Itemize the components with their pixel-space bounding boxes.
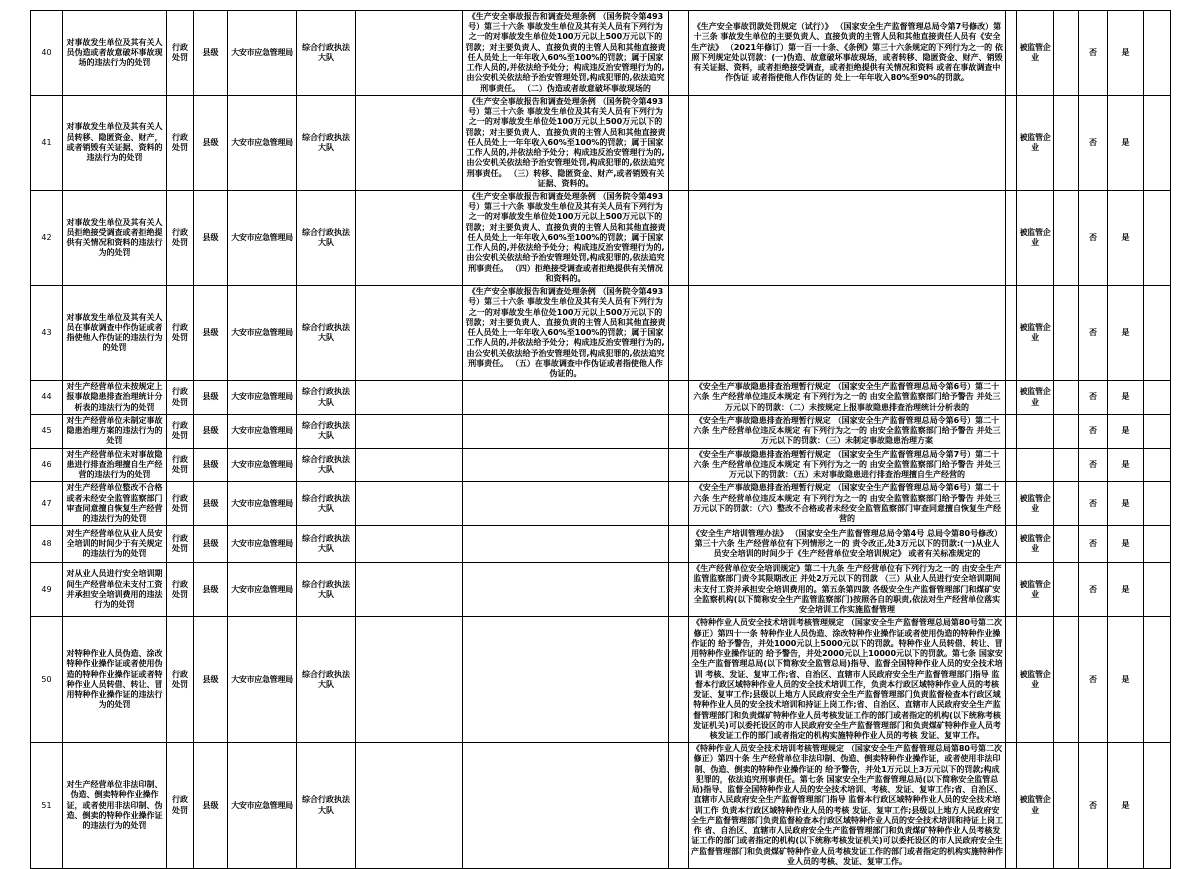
row-number-cell: 46 xyxy=(31,448,63,482)
empty-cell xyxy=(356,526,463,563)
empty-cell xyxy=(669,526,689,563)
row-number-cell: 51 xyxy=(31,743,63,869)
authority-cell: 大安市应急管理局 xyxy=(228,190,297,285)
table-row xyxy=(31,381,1171,415)
legal-basis-1-cell: 《生产安全事故报告和调查处理条例 （国务院令第493号）第三十六条 事故发生单位及其有关人员有下列行为之一的对事故发生单位处100万元以上500万元以下的罚款；对主要负责人、直接负责的主管人员和其他直接责任人员处上一年年收入60%至100%的罚款；属于国家工作人员的,并依法给予处分；构成违反治安管理行为的,由公安机关依法给予治安管理处罚,构成犯罪的,依法追究刑事责任。 （三）转移、隐匿资金、财产,或者销毁有关证据、资料的。 xyxy=(463,95,669,190)
empty-cell xyxy=(1054,482,1079,526)
authority-cell: 大安市应急管理局 xyxy=(228,526,297,563)
legal-basis-1-cell xyxy=(463,563,669,617)
flag-no-cell: 否 xyxy=(1079,190,1108,285)
legal-basis-2-cell: 《特种作业人员安全技术培训考核管理规定 （国家安全生产监督管理总局第80号第二次修正）第四十条 生产经营单位非法印制、伪造、倒卖特种作业操作证，或者使用非法印制、伪造、倒卖的特种作业操作证的 给予警告，并处1万元以上3万元以下的罚款;构成犯罪的，依法追究刑事责任。第七条 国家安全生产监督管理总局(以下简称安全监管总局)指导、监督全国特种作业人员的安全技术培训、考核、发证、复审工作;省、自治区、直辖市人民政府安全生产监督管理部门指导 监督本行政区域特种作业人员的安全技术培训工作 负责本行政区域特种作业人员的考核 发证、复审工作;县级以上地方人民政府安全生产监督管理部门负责监督检查本行政区域特种作业人员的安全技术培训和持证上岗工作 省、自治区、直辖市人民政府安全生产监督管理部门和负责煤矿特种作业人员考核发证工作的部门或者指定的机构(以下统称考核发证机关)可以委托设区的市人民政府安全生产监督管理部门和负责煤矿特种作业人员考核发证工作的部门或者指定的机构实施特种作业人员的考核、发证、复审工作。 xyxy=(689,743,1006,869)
flag-no-cell: 否 xyxy=(1079,414,1108,448)
enforcement-unit-cell: 综合行政执法大队 xyxy=(297,563,356,617)
empty-cell xyxy=(1054,190,1079,285)
exercise-level-cell: 县级 xyxy=(194,617,228,743)
flag-no-cell: 否 xyxy=(1079,482,1108,526)
legal-basis-2-cell: 《安全生产事故隐患排查治理暂行规定 （国家安全生产监督管理总局令第6号）第二十六条 生产经营单位违反本规定 有下列行为之一的 由安全监管监察部门给予警告 并处三万元以下的罚款：（二）未按规定上报事故隐患排查治理统计分析表的 xyxy=(689,381,1006,415)
penalty-type-cell: 行政处罚 xyxy=(167,448,194,482)
authority-cell: 大安市应急管理局 xyxy=(228,563,297,617)
penalty-type-cell: 行政处罚 xyxy=(167,190,194,285)
exercise-level-cell: 县级 xyxy=(194,190,228,285)
legal-basis-1-cell xyxy=(463,482,669,526)
flag-yes-cell: 是 xyxy=(1108,11,1144,96)
empty-cell xyxy=(669,563,689,617)
row-number-cell: 47 xyxy=(31,482,63,526)
penalty-type-cell: 行政处罚 xyxy=(167,95,194,190)
empty-cell xyxy=(1144,617,1171,743)
empty-cell xyxy=(356,95,463,190)
empty-cell xyxy=(1054,95,1079,190)
enforcement-unit-cell: 综合行政执法大队 xyxy=(297,526,356,563)
legal-basis-1-cell: 《生产安全事故报告和调查处理条例 （国务院令第493号）第三十六条 事故发生单位及其有关人员有下列行为之一的对事故发生单位处100万元以上500万元以下的罚款；对主要负责人、直接负责的主管人员和其他直接责任人员处上一年年收入60%至100%的罚款；属于国家工作人员的,并依法给予处分；构成违反治安管理行为的,由公安机关依法给予治安管理处罚,构成犯罪的,依法追究刑事责任。 （四）拒绝接受调查或者拒绝提供有关情况和资料的。 xyxy=(463,190,669,285)
empty-cell xyxy=(1144,448,1171,482)
row-number-cell: 40 xyxy=(31,11,63,96)
row-number-cell: 41 xyxy=(31,95,63,190)
penalty-type-cell: 行政处罚 xyxy=(167,11,194,96)
enforcement-unit-cell: 综合行政执法大队 xyxy=(297,482,356,526)
empty-cell xyxy=(356,617,463,743)
empty-cell xyxy=(1006,95,1017,190)
matter-name-cell: 对生产经营单位非法印制、伪造、倒卖特种作业操作证，或者使用非法印制、伪造、倒卖的特种作业操作证的违法行为的处罚 xyxy=(63,743,167,869)
empty-cell xyxy=(356,286,463,381)
supervised-object-cell: 被监管企业 xyxy=(1017,286,1054,381)
empty-cell xyxy=(1054,448,1079,482)
enforcement-unit-cell: 综合行政执法大队 xyxy=(297,381,356,415)
penalty-type-cell: 行政处罚 xyxy=(167,482,194,526)
empty-cell xyxy=(669,190,689,285)
empty-cell xyxy=(1006,482,1017,526)
supervised-object-cell: 被监管企业 xyxy=(1017,617,1054,743)
supervised-object-cell xyxy=(1017,414,1054,448)
empty-cell xyxy=(669,448,689,482)
penalty-items-table xyxy=(30,10,1171,869)
flag-no-cell: 否 xyxy=(1079,563,1108,617)
empty-cell xyxy=(669,95,689,190)
empty-cell xyxy=(356,11,463,96)
flag-no-cell: 否 xyxy=(1079,448,1108,482)
legal-basis-1-cell xyxy=(463,381,669,415)
flag-no-cell: 否 xyxy=(1079,95,1108,190)
legal-basis-1-cell xyxy=(463,448,669,482)
legal-basis-2-cell xyxy=(689,95,1006,190)
empty-cell xyxy=(1006,381,1017,415)
empty-cell xyxy=(1054,381,1079,415)
matter-name-cell: 对事故发生单位及其有关人员转移、隐匿资金、财产，或者销毁有关证据、资料的违法行为的处罚 xyxy=(63,95,167,190)
flag-no-cell: 否 xyxy=(1079,617,1108,743)
table-row xyxy=(31,617,1171,743)
flag-yes-cell: 是 xyxy=(1108,414,1144,448)
supervised-object-cell: 被监管企业 xyxy=(1017,381,1054,415)
row-number-cell: 44 xyxy=(31,381,63,415)
penalty-type-cell: 行政处罚 xyxy=(167,381,194,415)
exercise-level-cell: 县级 xyxy=(194,95,228,190)
row-number-cell: 42 xyxy=(31,190,63,285)
flag-no-cell: 否 xyxy=(1079,526,1108,563)
empty-cell xyxy=(669,482,689,526)
supervised-object-cell: 被监管企业 xyxy=(1017,190,1054,285)
empty-cell xyxy=(1006,743,1017,869)
empty-cell xyxy=(1006,448,1017,482)
matter-name-cell: 对特种作业人员伪造、涂改特种作业操作证或者使用伪造的特种作业操作证或者特种作业人员转借、转让、冒用特种作业操作证的违法行为的处罚 xyxy=(63,617,167,743)
table-row xyxy=(31,286,1171,381)
enforcement-unit-cell: 综合行政执法大队 xyxy=(297,190,356,285)
supervised-object-cell: 被监管企业 xyxy=(1017,526,1054,563)
exercise-level-cell: 县级 xyxy=(194,414,228,448)
empty-cell xyxy=(356,414,463,448)
empty-cell xyxy=(669,743,689,869)
empty-cell xyxy=(1054,617,1079,743)
empty-cell xyxy=(1144,482,1171,526)
enforcement-unit-cell: 综合行政执法大队 xyxy=(297,743,356,869)
exercise-level-cell: 县级 xyxy=(194,11,228,96)
table-row xyxy=(31,526,1171,563)
legal-basis-2-cell: 《生产经营单位安全培训规定》第二十九条 生产经营单位有下列行为之一的 由安全生产监管监察部门责令其限期改正 并处2万元以下的罚款 （三）从业人员进行安全培训期间未支付工资并承担安全培训费用的。第五条第四款 各级安全生产监督管理部门和煤矿安全监察机构(以下简称安全生产监管监察部门)按照各自的职责,依法对生产经营单位落实安全培训工作实施监督管理 xyxy=(689,563,1006,617)
empty-cell xyxy=(356,482,463,526)
exercise-level-cell: 县级 xyxy=(194,381,228,415)
empty-cell xyxy=(1144,190,1171,285)
exercise-level-cell: 县级 xyxy=(194,286,228,381)
exercise-level-cell: 县级 xyxy=(194,743,228,869)
legal-basis-2-cell: 《生产安全事故罚款处罚规定（试行）》 （国家安全生产监督管理总局令第7号修改）第十三条 事故发生单位的主要负责人、直接负责的主管人员和其他直接责任人员有《安全生产法》 （2021年修订）第一百一十条、《条例》第三十六条规定的下列行为之一的 依照下列规定处以罚款：(一)伪造、故意破坏事故现场，或者转移、隐匿资金、财产、销毁有关证据、资料，或者拒绝接受调查，或者拒绝提供有关情况和资料 或者在事故调查中作伪证 或者指使他人作伪证的 处上一年年收入80%至90%的罚款。 xyxy=(689,11,1006,96)
empty-cell xyxy=(1054,414,1079,448)
row-number-cell: 43 xyxy=(31,286,63,381)
enforcement-unit-cell: 综合行政执法大队 xyxy=(297,448,356,482)
table-row xyxy=(31,448,1171,482)
enforcement-unit-cell: 综合行政执法大队 xyxy=(297,11,356,96)
legal-basis-2-cell xyxy=(689,286,1006,381)
enforcement-unit-cell: 综合行政执法大队 xyxy=(297,617,356,743)
authority-cell: 大安市应急管理局 xyxy=(228,617,297,743)
table-row xyxy=(31,563,1171,617)
empty-cell xyxy=(1144,526,1171,563)
empty-cell xyxy=(1144,563,1171,617)
empty-cell xyxy=(1144,381,1171,415)
penalty-type-cell: 行政处罚 xyxy=(167,526,194,563)
matter-name-cell: 对从业人员进行安全培训期间生产经营单位未支付工资并承担安全培训费用的违法行为的处罚 xyxy=(63,563,167,617)
penalty-type-cell: 行政处罚 xyxy=(167,414,194,448)
empty-cell xyxy=(1006,11,1017,96)
table-row xyxy=(31,414,1171,448)
empty-cell xyxy=(1054,526,1079,563)
matter-name-cell: 对生产经营单位整改不合格或者未经安全监管监察部门审查同意擅自恢复生产经营的违法行为的处罚 xyxy=(63,482,167,526)
empty-cell xyxy=(1144,414,1171,448)
authority-cell: 大安市应急管理局 xyxy=(228,286,297,381)
empty-cell xyxy=(1144,95,1171,190)
legal-basis-1-cell xyxy=(463,414,669,448)
row-number-cell: 48 xyxy=(31,526,63,563)
authority-cell: 大安市应急管理局 xyxy=(228,381,297,415)
empty-cell xyxy=(356,381,463,415)
flag-no-cell: 否 xyxy=(1079,743,1108,869)
matter-name-cell: 对生产经营单位未对事故隐患进行排查治理擅自生产经营的违法行为的处罚 xyxy=(63,448,167,482)
legal-basis-2-cell xyxy=(689,190,1006,285)
enforcement-unit-cell: 综合行政执法大队 xyxy=(297,414,356,448)
empty-cell xyxy=(356,190,463,285)
table-row xyxy=(31,11,1171,96)
empty-cell xyxy=(669,381,689,415)
legal-basis-2-cell: 《安全生产培训管理办法》 （国家安全生产监督管理总局令第4号 总局令第80号修改） 第三十六条 生产经营单位有下列情形之一的 责令改正,处3万元以下的罚款:(一)从业人员安全培训的时间少于《生产经营单位安全培训规定》 或者有关标准规定的 xyxy=(689,526,1006,563)
matter-name-cell: 对事故发生单位及其有关人员拒绝接受调查或者拒绝提供有关情况和资料的违法行为的处罚 xyxy=(63,190,167,285)
supervised-object-cell xyxy=(1017,448,1054,482)
empty-cell xyxy=(1144,286,1171,381)
empty-cell xyxy=(1006,286,1017,381)
authority-cell: 大安市应急管理局 xyxy=(228,448,297,482)
empty-cell xyxy=(1054,563,1079,617)
matter-name-cell: 对生产经营单位未制定事故隐患治理方案的违法行为的处罚 xyxy=(63,414,167,448)
legal-basis-1-cell xyxy=(463,617,669,743)
empty-cell xyxy=(669,414,689,448)
legal-basis-1-cell xyxy=(463,526,669,563)
legal-basis-1-cell: 《生产安全事故报告和调查处理条例 （国务院令第493号）第三十六条 事故发生单位及其有关人员有下列行为之一的对事故发生单位处100万元以上500万元以下的罚款；对主要负责人、直接负责的主管人员和其他直接责任人员处上一年年收入60%至100%的罚款；属于国家工作人员的,并依法给予处分；构成违反治安管理行为的,由公安机关依法给予治安管理处罚,构成犯罪的,依法追究刑事责任。 （二）伪造或者故意破坏事故现场的 xyxy=(463,11,669,96)
empty-cell xyxy=(1006,526,1017,563)
flag-yes-cell: 是 xyxy=(1108,617,1144,743)
authority-cell: 大安市应急管理局 xyxy=(228,743,297,869)
matter-name-cell: 对事故发生单位及其有关人员伪造或者故意破坏事故现场的违法行为的处罚 xyxy=(63,11,167,96)
authority-cell: 大安市应急管理局 xyxy=(228,11,297,96)
legal-basis-2-cell: 《安全生产事故隐患排查治理暂行规定 （国家安全生产监督管理总局令第6号）第二十六条 生产经营单位违反本规定 有下列行为之一的 由安全监管监察部门给予警告 并处三万元以下的罚款：（六）整改不合格或者未经安全监管监察部门审查同意擅自恢复生产经营的 xyxy=(689,482,1006,526)
legal-basis-2-cell: 《安全生产事故隐患排查治理暂行规定 （国家安全生产监督管理总局令第7号）第二十六条 生产经营单位违反本规定 有下列行为之一的 由安全监管监察部门给予警告 并处三万元以下的罚款：（五）未对事故隐患进行排查治理擅自生产经营的 xyxy=(689,448,1006,482)
empty-cell xyxy=(1006,190,1017,285)
empty-cell xyxy=(1054,11,1079,96)
exercise-level-cell: 县级 xyxy=(194,482,228,526)
supervised-object-cell: 被监管企业 xyxy=(1017,11,1054,96)
flag-no-cell: 否 xyxy=(1079,11,1108,96)
flag-no-cell: 否 xyxy=(1079,286,1108,381)
legal-basis-1-cell: 《生产安全事故报告和调查处理条例 （国务院令第493号）第三十六条 事故发生单位及其有关人员有下列行为之一的对事故发生单位处100万元以上500万元以下的罚款；对主要负责人、直接负责的主管人员和其他直接责任人员处上一年年收入60%至100%的罚款；属于国家工作人员的,并依法给予处分；构成违反治安管理行为的,由公安机关依法给予治安管理处罚,构成犯罪的,依法追究刑事责任。 （五）在事故调查中作伪证或者指使他人作伪证的。 xyxy=(463,286,669,381)
empty-cell xyxy=(356,743,463,869)
supervised-object-cell: 被监管企业 xyxy=(1017,743,1054,869)
supervised-object-cell: 被监管企业 xyxy=(1017,482,1054,526)
document-sheet xyxy=(30,10,1171,869)
legal-basis-2-cell: 《特种作业人员安全技术培训考核管理规定 （国家安全生产监督管理总局第80号第二次修正）第四十一条 特种作业人员伪造、涂改特种作业操作证或者使用伪造的特种作业操作证的 给予警告，并处1000元以上5000元以下的罚款。特种作业人员转借、转让、冒用特种作业操作证的 给予警告，并处2000元以上10000元以下的罚款。第七条 国家安全生产监督管理总局(以下简称安全监管总局)指导、监督全国特种作业人员的安全技术培训 考核、发证、复审工作;省、自治区、直辖市人民政府安全生产监督管理部门指导 监督本行政区域特种作业人员的安全技术培训工作，负责本行政区域特种作业人员的考核 发证、复审工作;县级以上地方人民政府安全生产监督管理部门负责监督检查本行政区域特种作业人员的安全技术培训和持证上岗工作;省、自治区、直辖市人民政府安全生产监督管理部门和负责煤矿特种作业人员考核发证工作的部门或者指定的机构(以下统称考核发证机关)可以委托设区的市人民政府安全生产监督管理部门和负责煤矿特种作业人员考核发证工作的部门或者指定的机构实施特种作业人员的考核 发证、复审工作。 xyxy=(689,617,1006,743)
exercise-level-cell: 县级 xyxy=(194,448,228,482)
table-row xyxy=(31,482,1171,526)
flag-yes-cell: 是 xyxy=(1108,448,1144,482)
empty-cell xyxy=(1054,743,1079,869)
empty-cell xyxy=(1006,563,1017,617)
empty-cell xyxy=(356,448,463,482)
exercise-level-cell: 县级 xyxy=(194,563,228,617)
enforcement-unit-cell: 综合行政执法大队 xyxy=(297,95,356,190)
empty-cell xyxy=(356,563,463,617)
empty-cell xyxy=(669,286,689,381)
matter-name-cell: 对生产经营单位未按规定上报事故隐患排查治理统计分析表的违法行为的处罚 xyxy=(63,381,167,415)
supervised-object-cell: 被监管企业 xyxy=(1017,563,1054,617)
empty-cell xyxy=(1006,414,1017,448)
supervised-object-cell: 被监管企业 xyxy=(1017,95,1054,190)
empty-cell xyxy=(669,11,689,96)
flag-yes-cell: 是 xyxy=(1108,190,1144,285)
empty-cell xyxy=(669,617,689,743)
flag-yes-cell: 是 xyxy=(1108,563,1144,617)
flag-yes-cell: 是 xyxy=(1108,286,1144,381)
legal-basis-1-cell xyxy=(463,743,669,869)
flag-no-cell: 否 xyxy=(1079,381,1108,415)
penalty-type-cell: 行政处罚 xyxy=(167,617,194,743)
flag-yes-cell: 是 xyxy=(1108,95,1144,190)
penalty-type-cell: 行政处罚 xyxy=(167,563,194,617)
authority-cell: 大安市应急管理局 xyxy=(228,482,297,526)
legal-basis-2-cell: 《安全生产事故隐患排查治理暂行规定 （国家安全生产监督管理总局令第6号）第二十六条 生产经营单位违反本规定 有下列行为之一的 由安全监管监察部门给予警告 并处三万元以下的罚款：（三）未制定事故隐患治理方案 xyxy=(689,414,1006,448)
empty-cell xyxy=(1144,11,1171,96)
empty-cell xyxy=(1144,743,1171,869)
matter-name-cell: 对生产经营单位从业人员安全培训的时间少于有关规定的违法行为的处罚 xyxy=(63,526,167,563)
flag-yes-cell: 是 xyxy=(1108,381,1144,415)
table-row xyxy=(31,95,1171,190)
matter-name-cell: 对事故发生单位及其有关人员在事故调查中作伪证或者指使他人作伪证的违法行为的处罚 xyxy=(63,286,167,381)
authority-cell: 大安市应急管理局 xyxy=(228,414,297,448)
empty-cell xyxy=(1054,286,1079,381)
penalty-type-cell: 行政处罚 xyxy=(167,286,194,381)
authority-cell: 大安市应急管理局 xyxy=(228,95,297,190)
empty-cell xyxy=(1006,617,1017,743)
exercise-level-cell: 县级 xyxy=(194,526,228,563)
table-row xyxy=(31,743,1171,869)
flag-yes-cell: 是 xyxy=(1108,743,1144,869)
enforcement-unit-cell: 综合行政执法大队 xyxy=(297,286,356,381)
table-row xyxy=(31,190,1171,285)
row-number-cell: 45 xyxy=(31,414,63,448)
row-number-cell: 49 xyxy=(31,563,63,617)
flag-yes-cell: 是 xyxy=(1108,526,1144,563)
flag-yes-cell: 是 xyxy=(1108,482,1144,526)
penalty-type-cell: 行政处罚 xyxy=(167,743,194,869)
row-number-cell: 50 xyxy=(31,617,63,743)
